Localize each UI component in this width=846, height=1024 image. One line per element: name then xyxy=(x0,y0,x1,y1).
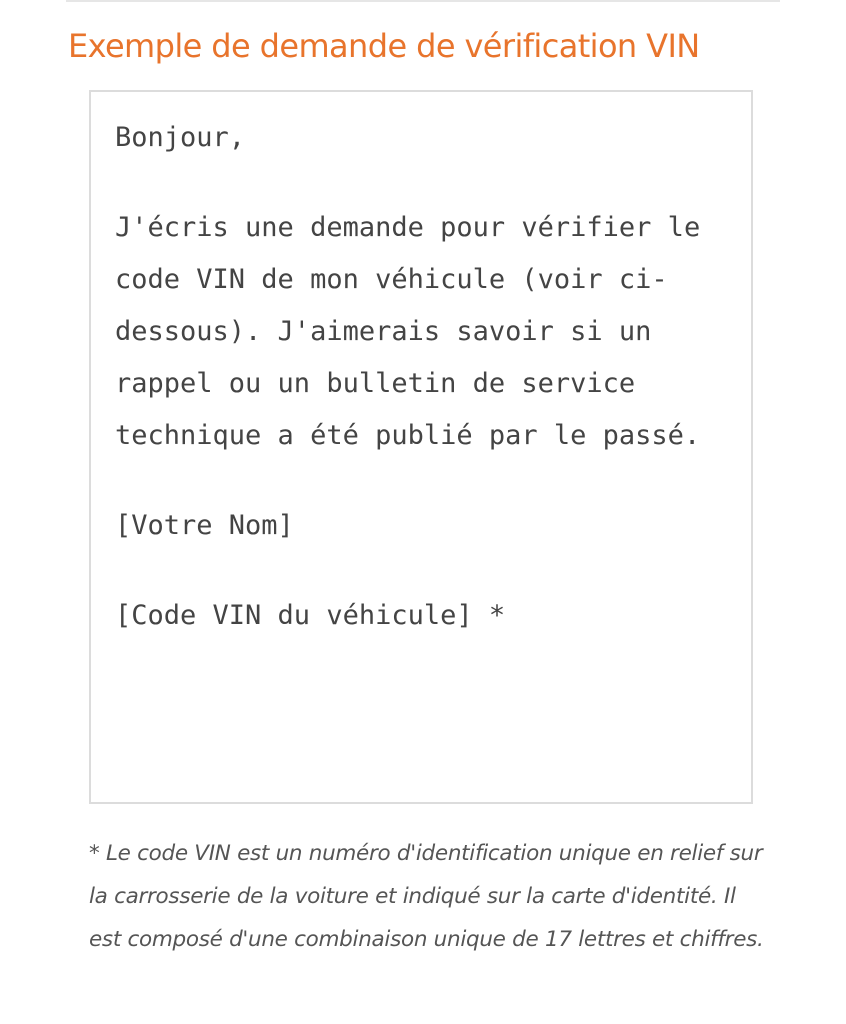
vin-footnote: * Le code VIN est un numéro d'identification unique en relief sur la carrosserie de la voiture et indiqué sur la carte d'identité. Il est composé d'une combinaison unique de 17 lettres et chiffres. xyxy=(89,841,764,952)
sample-letter-box xyxy=(89,90,753,804)
top-divider xyxy=(66,0,780,2)
letter-name-placeholder: [Votre Nom] xyxy=(115,510,294,541)
page-title: Exemple de demande de vérification VIN xyxy=(68,27,700,65)
letter-greeting: Bonjour, xyxy=(115,122,246,153)
letter-vin-placeholder: [Code VIN du véhicule] * xyxy=(115,600,506,631)
letter-body: J'écris une demande pour vérifier le code VIN de mon véhicule (voir ci-dessous). J'aimerais savoir si un rappel ou un bulletin de service technique a été publié par le passé. xyxy=(115,212,701,451)
sample-letter xyxy=(115,112,735,642)
